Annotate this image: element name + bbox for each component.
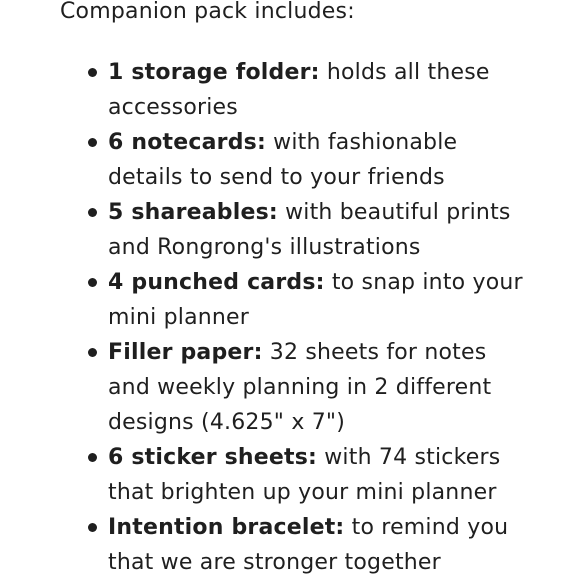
list-item <box>0 265 580 335</box>
item-description: with beautiful prints and Rongrong's illustrations <box>108 200 511 260</box>
item-description: 32 sheets for notes and weekly planning in 2 different designs (4.625" x 7") <box>108 340 492 435</box>
bullet-icon <box>88 348 97 357</box>
item-description: with 74 stickers that brighten up your mini planner <box>108 445 501 505</box>
includes-list <box>0 55 580 579</box>
bullet-icon <box>88 208 97 217</box>
bullet-icon <box>88 453 97 462</box>
bullet-icon <box>88 68 97 77</box>
list-item <box>0 440 580 510</box>
item-description: to snap into your mini planner <box>108 270 523 330</box>
bullet-icon <box>88 523 97 532</box>
item-title: 1 storage folder: <box>108 60 320 85</box>
item-title: Filler paper: <box>108 340 263 365</box>
item-title: Intention bracelet: <box>108 515 345 540</box>
item-title: 4 punched cards: <box>108 270 325 295</box>
bullet-icon <box>88 278 97 287</box>
list-item <box>0 55 580 125</box>
intro-text: Companion pack includes: <box>60 0 355 24</box>
item-description: holds all these accessories <box>108 60 490 120</box>
item-title: 6 sticker sheets: <box>108 445 318 470</box>
bullet-icon <box>88 138 97 147</box>
item-description: to remind you that we are stronger together <box>108 515 509 575</box>
item-title: 5 shareables: <box>108 200 278 225</box>
list-item <box>0 335 580 440</box>
list-item <box>0 195 580 265</box>
list-item <box>0 125 580 195</box>
item-description: with fashionable details to send to your friends <box>108 130 458 190</box>
item-title: 6 notecards: <box>108 130 266 155</box>
list-item <box>0 510 580 579</box>
